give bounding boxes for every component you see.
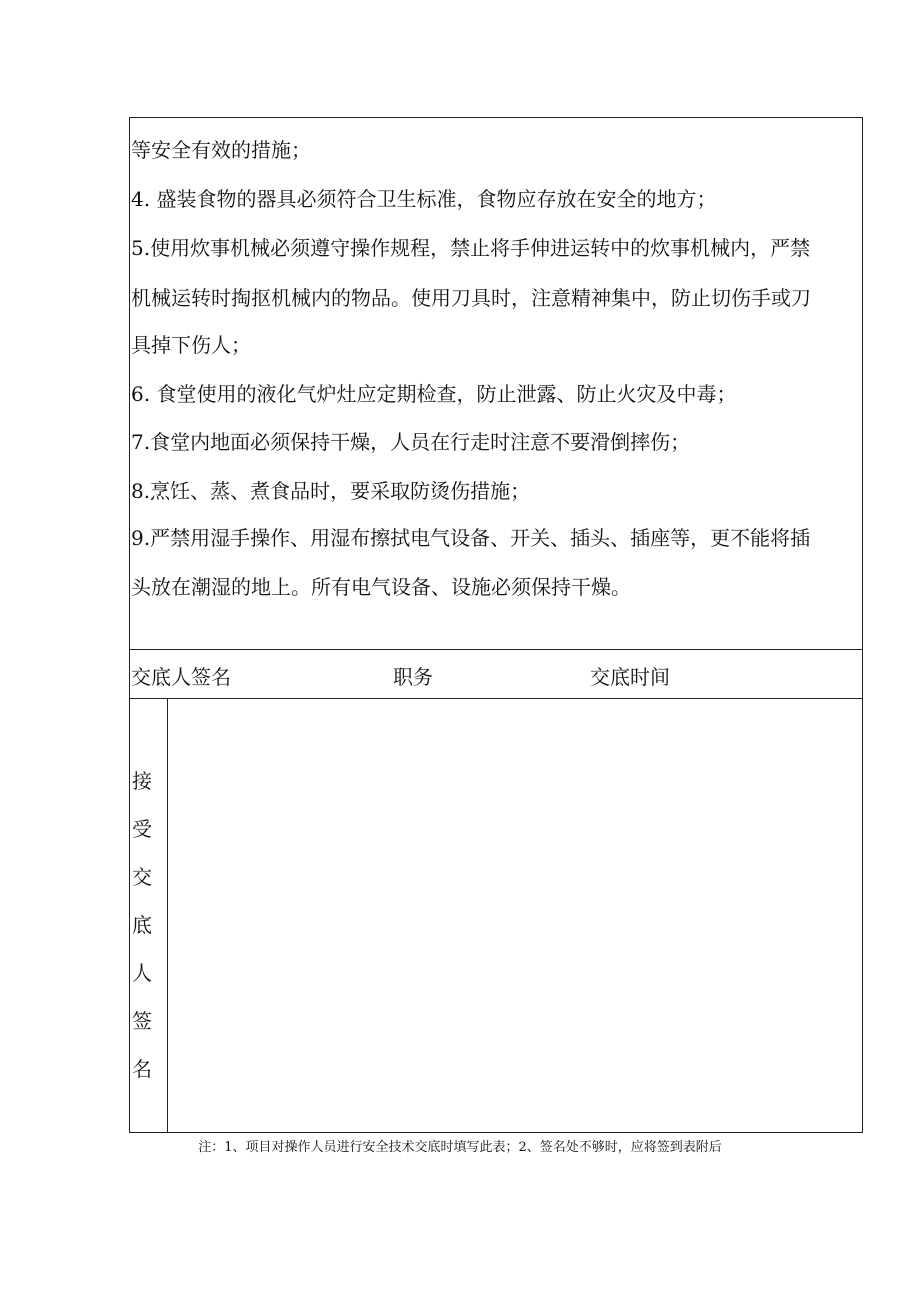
- measure-item-5: 5.使用炊事机械必须遵守操作规程，禁止将手伸进运转中的炊事机械内，严禁: [131, 236, 811, 260]
- receiver-signature-area[interactable]: [168, 699, 862, 1132]
- measure-item-5-cont: 具掉下伤人；: [131, 333, 251, 357]
- measure-item-7: 7.食堂内地面必须保持干燥，人员在行走时注意不要滑倒摔伤；: [131, 430, 691, 454]
- discloser-signature-label: 交底人签名: [131, 665, 231, 689]
- disclosure-time-label: 交底时间: [590, 665, 670, 689]
- signature-row: [130, 650, 862, 699]
- receiver-label-char: 签: [132, 1009, 152, 1033]
- receiver-label-char: 接: [132, 769, 152, 793]
- receiver-signature-row: [130, 699, 862, 1132]
- measure-line: 等安全有效的措施；: [131, 138, 311, 162]
- receiver-label-char: 底: [132, 913, 152, 937]
- disclosure-form-table: [129, 117, 863, 1133]
- measure-item-9: 9.严禁用湿手操作、用湿布擦拭电气设备、开关、插头、插座等，更不能将插: [131, 526, 811, 550]
- safety-measures-cell: [130, 118, 862, 650]
- position-label: 职务: [393, 665, 433, 689]
- receiver-signature-label: [130, 699, 168, 1132]
- receiver-label-char: 受: [132, 817, 152, 841]
- measure-item-9-cont: 头放在潮湿的地上。所有电气设备、设施必须保持干燥。: [131, 575, 631, 599]
- receiver-label-char: 名: [132, 1057, 152, 1081]
- form-footnote: 注：1、项目对操作人员进行安全技术交底时填写此表；2、签名处不够时，应将签到表附后: [198, 1140, 722, 1155]
- receiver-label-char: 交: [132, 865, 152, 889]
- receiver-label-char: 人: [132, 961, 152, 985]
- measure-item-5-cont: 机械运转时掏抠机械内的物品。使用刀具时，注意精神集中，防止切伤手或刀: [131, 286, 811, 310]
- measure-item-4: 4. 盛装食物的器具必须符合卫生标准，食物应存放在安全的地方；: [131, 187, 717, 211]
- measure-item-6: 6. 食堂使用的液化气炉灶应定期检查，防止泄露、防止火灾及中毒；: [131, 382, 737, 406]
- measure-item-8: 8.烹饪、蒸、煮食品时，要采取防烫伤措施；: [131, 479, 531, 503]
